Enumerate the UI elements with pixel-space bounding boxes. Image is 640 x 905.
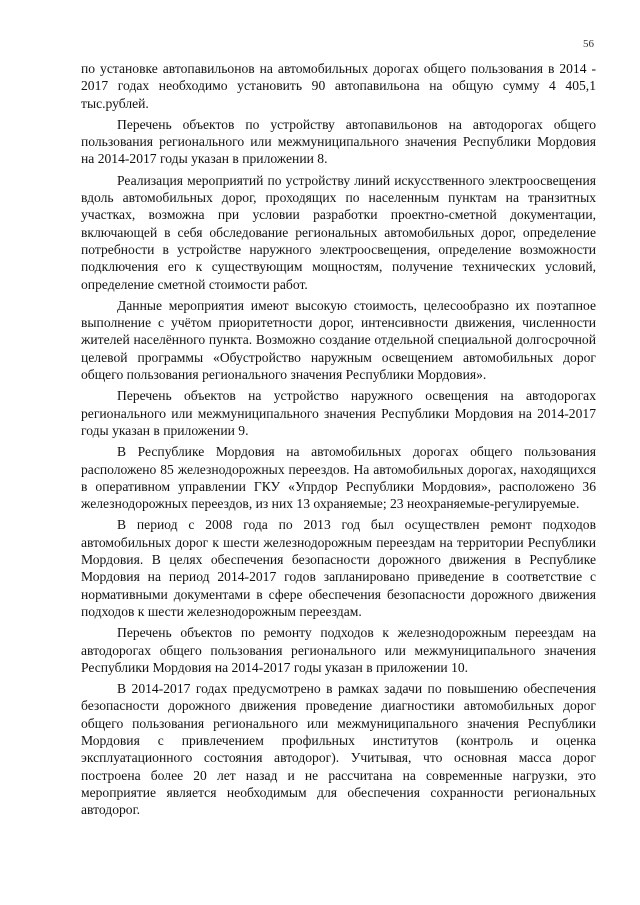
paragraph: Перечень объектов по ремонту подходов к железнодорожным переездам на автодорогах общего пользования регионального или межмуниципального значения Республики Мордовия на 2014-2017 годы указан в приложении 10. <box>81 625 596 675</box>
paragraph: Перечень объектов по устройству автопавильонов на автодорогах общего пользования регионального или межмуниципального значения Республики Мордовия на 2014-2017 годы указан в приложении 8. <box>81 116 596 167</box>
paragraph: Перечень объектов на устройство наружного освещения на автодорогах регионального или межмуниципального значения Республики Мордовия на 2014-2017 годы указан в приложении 9. <box>81 388 596 438</box>
paragraph: В 2014-2017 годах предусмотрено в рамках задачи по повышению обеспечения безопасности дорожного движения проведение диагностики автомобильных дорог общего пользования регионального или межмуниципального значения Республики Мордовия с привлечением профильных институтов (контроль и оценка эксплуатационного состояния автодорог). Учитывая, что основная масса дорог построена более 20 лет назад и не рассчитана на современные нагрузки, это мероприятие является необходимым для обеспечения сохранности региональных автодорог. <box>81 681 596 818</box>
paragraph: В Республике Мордовия на автомобильных дорогах общего пользования расположено 85 железнодорожных переездов. На автомобильных дорогах, находящихся в оперативном управлении ГКУ «Упрдор Республики Мордовия», расположено 36 железнодорожных переездов, из них 13 охраняемые; 23 неохраняемые-регулируемые. <box>81 444 596 512</box>
paragraph: Реализация мероприятий по устройству линий искусственного электроосвещения вдоль автомобильных дорог, проходящих по населенным пунктам на транзитных участках, возможна при условии разработки проектно-сметной документации, включающей в себя обследование региональных автомобильных дорог, определение потребности в устройстве наружного электроосвещения, определение возможности подключения его к существующим мощностям, получение технических условий, определение сметной стоимости работ. <box>81 172 596 292</box>
page-number: 56 <box>583 38 594 50</box>
document-body <box>81 60 596 822</box>
paragraph: по установке автопавильонов на автомобильных дорогах общего пользования в 2014 - 2017 годах необходимо установить 90 автопавильона на общую сумму 4 405,1 тыс.рублей. <box>81 61 596 111</box>
paragraph: Данные мероприятия имеют высокую стоимость, целесообразно их поэтапное выполнение с учётом приоритетности дорог, интенсивности движения, численности жителей населённого пункта. Возможно создание отдельной специальной долгосрочной целевой программы «Обустройство наружным освещением автомобильных дорог общего пользования регионального значения Республики Мордовия». <box>81 297 596 383</box>
paragraph: В период с 2008 года по 2013 год был осуществлен ремонт подходов автомобильных дорог к шести железнодорожным переездам на территории Республики Мордовия. В целях обеспечения безопасности дорожного движения в Республике Мордовия на период 2014-2017 годов запланировано приведение в соответствие с нормативными документами в сфере обеспечения безопасности дорожного движения подходов к шести железнодорожным переездам. <box>81 517 596 619</box>
